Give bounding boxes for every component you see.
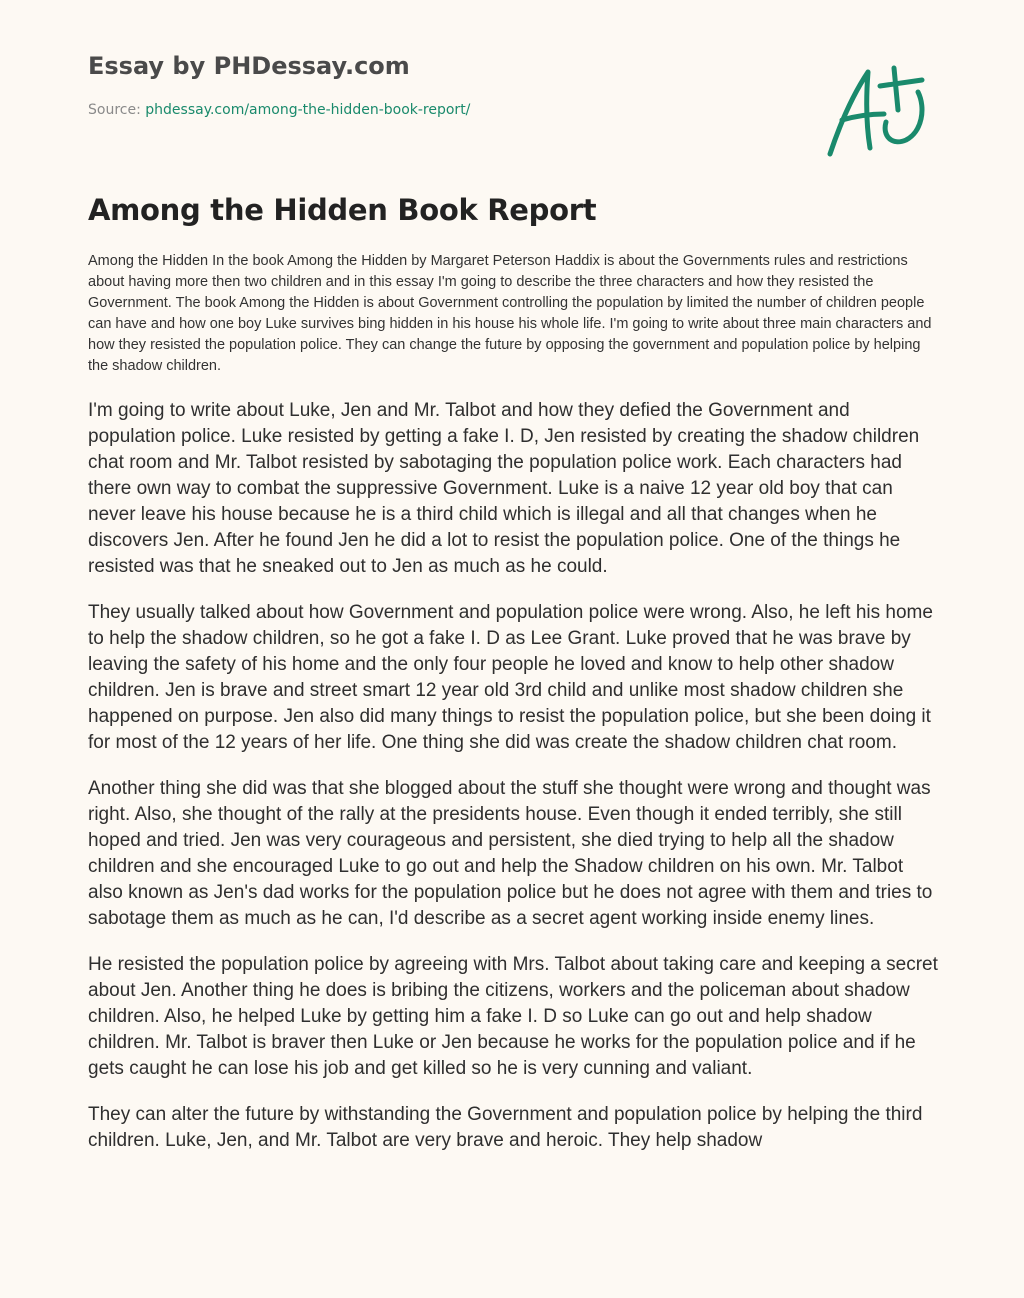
source-link[interactable]: phdessay.com/among-the-hidden-book-report/ [145,102,471,118]
a-plus-logo-icon [822,62,930,162]
page-header [88,50,788,120]
essay-paragraph: Another thing she did was that she blogged about the stuff she thought were wrong and thought was right. Also, she thought of the rally at the presidents house. Even though it ended terribly, she still hoped and tried. Jen was very courageous and persistent, she died trying to help all the shadow children and she encouraged Luke to go out and help the Shadow children on his own. Mr. Talbot also known as Jen's dad works for the population police but he does not agree with them and tries to sabotage them as much as he can, I'd describe as a secret agent working inside enemy lines. [88,778,933,929]
brand-title: Essay by PHDessay.com [88,52,410,80]
essay-title: Among the Hidden Book Report [88,193,597,227]
source-line [88,100,788,120]
essay-intro: Among the Hidden In the book Among the Hidden by Margaret Peterson Haddix is about the Governments rules and restrictions about having more then two children and in this essay I'm going to describe the three characters and how they resisted the Government. The book Among the Hidden is about Government controlling the population by limited the number of children people can have and how one boy Luke survives bing hidden in his house his whole life. I'm going to write about three main characters and how they resisted the population police. They can change the future by opposing the government and population police by helping the shadow children. [88,253,932,374]
essay-paragraph: They usually talked about how Government and population police were wrong. Also, he left his home to help the shadow children, so he got a fake I. D as Lee Grant. Luke proved that he was brave by leaving the safety of his home and the only four people he loved and know to help other shadow children. Jen is brave and street smart 12 year old 3rd child and unlike most shadow children she happened on purpose. Jen also did many things to resist the population police, but she been doing it for most of the 12 years of her life. One thing she did was create the shadow children chat room. [88,602,933,753]
essay-paragraph: They can alter the future by withstanding the Government and population police by helping the third children. Luke, Jen, and Mr. Talbot are very brave and heroic. They help shadow [88,1104,923,1151]
source-label: Source: [88,102,146,118]
essay-paragraph: He resisted the population police by agreeing with Mrs. Talbot about taking care and keeping a secret about Jen. Another thing he does is bribing the citizens, workers and the policeman about shadow children. Also, he helped Luke by getting him a fake I. D so Luke can go out and help shadow children. Mr. Talbot is braver then Luke or Jen because he works for the population police and if he gets caught he can lose his job and get killed so he is very cunning and valiant. [88,954,938,1079]
essay-body [88,398,938,1174]
essay-paragraph: I'm going to write about Luke, Jen and Mr. Talbot and how they defied the Government and population police. Luke resisted by getting a fake I. D, Jen resisted by creating the shadow children chat room and Mr. Talbot resisted by sabotaging the population police work. Each characters had there own way to combat the suppressive Government. Luke is a naive 12 year old boy that can never leave his house because he is a third child which is illegal and all that changes when he discovers Jen. After he found Jen he did a lot to resist the population police. One of the things he resisted was that he sneaked out to Jen as much as he could. [88,400,920,577]
